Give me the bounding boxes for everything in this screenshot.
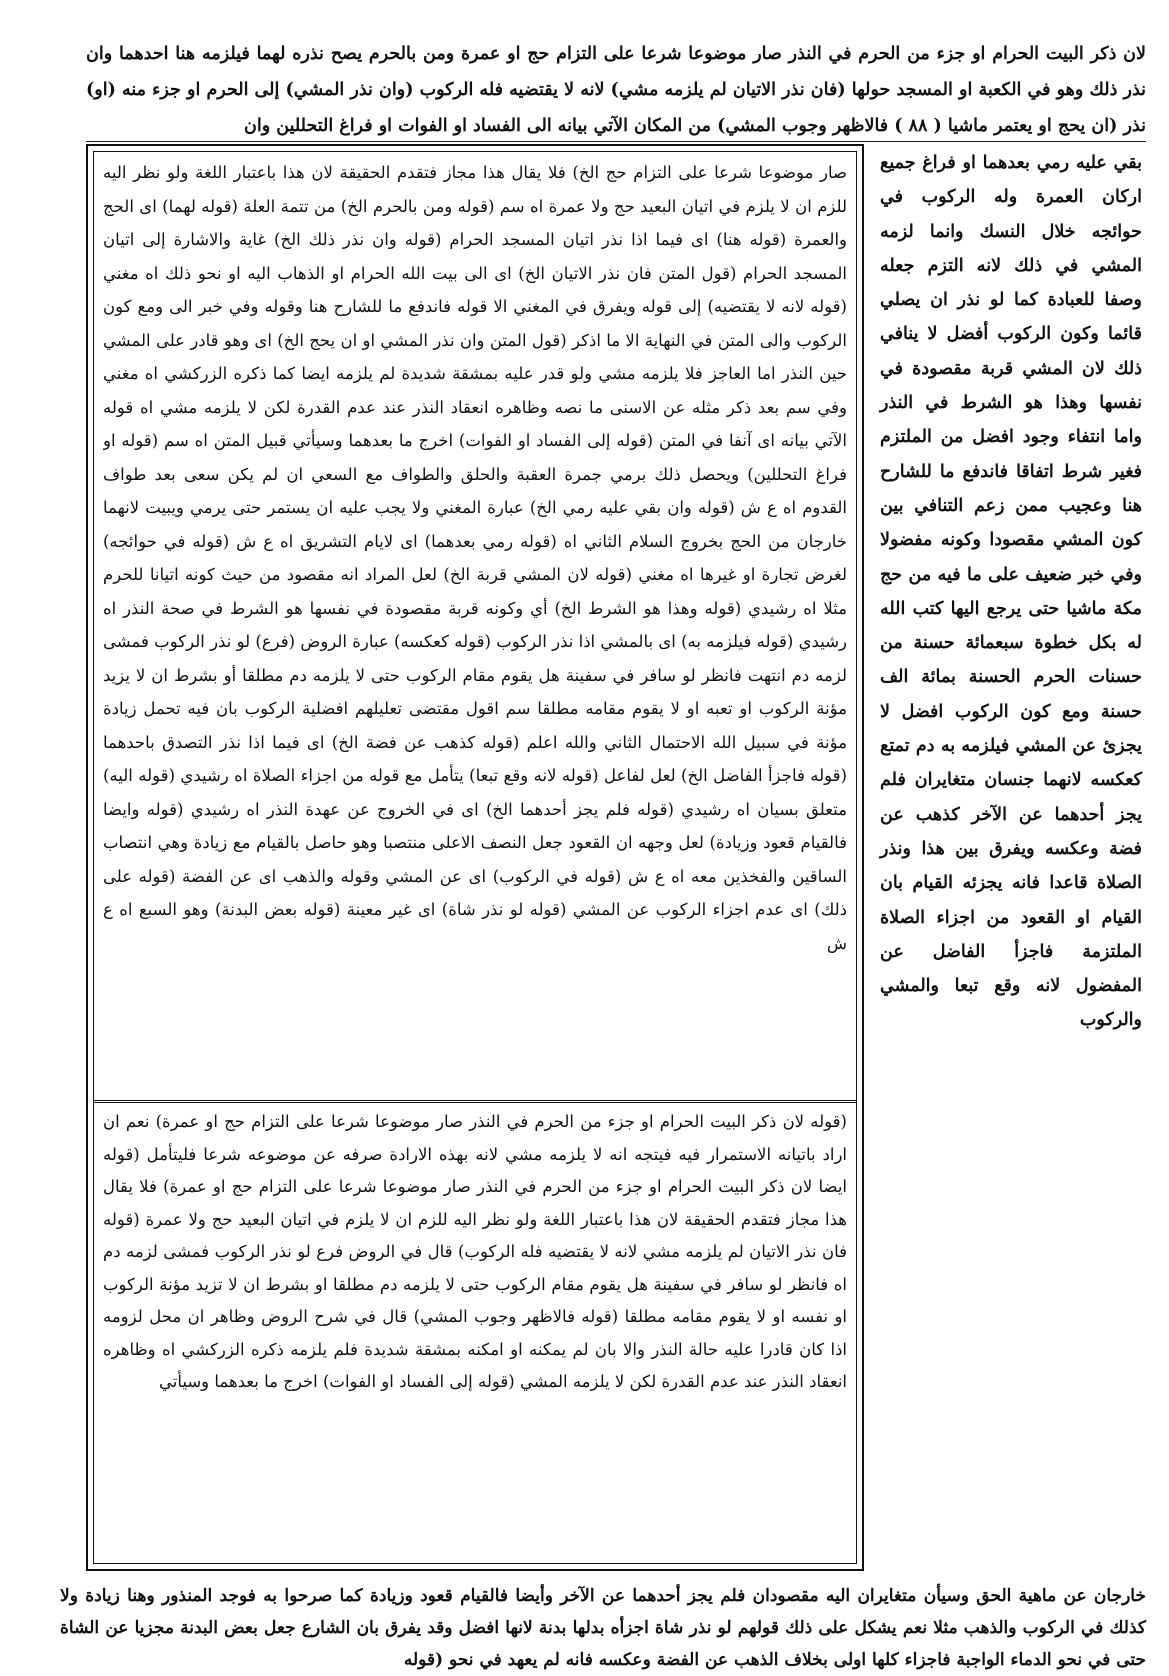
upper-commentary-block xyxy=(103,156,847,1094)
side-text-paragraph: بقي عليه رمي بعدهما او فراغ جميع اركان العمرة وله الركوب في حوائجه خلال النسك وانما لزمه المشي في ذلك لانه التزم جعله وصفا للعبادة كما لو نذر ان يصلي قائما وكون الركوب أفضل لا ينافي ذلك لان المشي قربة مقصودة في نفسها وهذا هو الشرط في النذر واما انتفاء وجود افضل من الملتزم فغير شرط اتفاقا فاندفع ما للشارح هنا وعجيب ممن زعم التنافي بين كون المشي مقصودا وكونه مفضولا وفي خبر ضعيف على ما فيه من حج مكة ماشيا حتى يرجع اليها كتب الله له بكل خطوة سبعمائة حسنة من حسنات الحرم الحسنة بمائة الف حسنة ومع كون الركوب افضل لا يجزئ عن المشي فيلزمه به دم تمتع كعكسه لانهما جنسان متغايران فلم يجز أحدهما عن الآخر كذهب عن فضة وعكسه ويفرق بين هذا ونذر الصلاة قاعدا فانه يجزئه القيام بان القيام او القعود من اجزاء الصلاة الملتزمة فاجزأ الفاضل عن المفضول لانه وقع تبعا والمشي والركوب xyxy=(880,153,1142,1031)
bottom-text-block xyxy=(60,1580,1146,1676)
upper-commentary-text: صار موضوعا شرعا على التزام حج الخ) فلا يقال هذا مجاز فتقدم الحقيقة لان هذا باعتبار اللغة ولو نظر اليه للزم ان لا يلزم في اتيان البعيد حج ولا عمرة اه سم (قوله ومن بالحرم الخ) من تتمة العلة (قوله لهما) اى الحج والعمرة (قوله هنا) اى فيما اذا نذر اتيان المسجد الحرام (قوله وان نذر ذلك الخ) غاية والاشارة إلى اتيان المسجد الحرام (قول المتن فان نذر الاتيان الخ) اى الى بيت الله الحرام او الذهاب اليه او نحو ذلك اه مغني (قوله لانه لا يقتضيه) إلى قوله ويفرق في المغني الا قوله فاندفع ما للشارح هنا وقوله وفي خبر الى ومع كون الركوب والى المتن في النهاية الا ما اذكر (قول المتن وان نذر المشي او ان يحج الخ) اى وهو قادر على المشي حين النذر اما العاجز فلا يلزمه مشي ولو قدر عليه بمشقة شديدة لم يلزمه ايضا كما ذكره الزركشي اه مغني وفي سم بعد ذكر مثله عن الاسنى ما نصه وظاهره انعقاد النذر عند عدم القدرة لكن لا يلزمه مشي اه قوله الآتي بيانه اى آنفا في المتن (قوله إلى الفساد او الفوات) اخرج ما بعدهما وسيأتي قبيل المتن اه سم (قوله او فراغ التحللين) ويحصل ذلك برمي جمرة العقبة والحلق والطواف مع السعي ان لم يكن سعى بعد طواف القدوم اه ع ش (قوله وان بقي عليه رمي الخ) عبارة المغني ولا يجب عليه ان يستمر حتى يرمي ويبيت لانهما خارجان من الحج بخروج السلام الثاني اه (قوله رمي بعدهما) اى لايام التشريق اه ع ش (قوله في حوائجه) لغرض تجارة او غيرها اه مغني (قوله لان المشي قربة الخ) لعل المراد انه مقصود من حيث كونه اتيانا للحرم مثلا اه رشيدي (قوله وهذا هو الشرط الخ) أي وكونه قربة مقصودة في نفسها هو الشرط في صحة النذر اه رشيدي (قوله فيلزمه به) اى بالمشي اذا نذر الركوب (قوله كعكسه) عبارة الروض (فرع) لو نذر الركوب فمشى لزمه دم انتهت فانظر لو سافر في سفينة هل يقوم مقام الركوب حتى لا يلزمه دم مطلقا أو بشرط ان لا يزيد مؤنة الركوب او تعبه او لا يقوم مقامه مطلقا سم اقول مقتضى تعليلهم افضلية الركوب بان فيه تحمل زيادة مؤنة في سبيل الله الاحتمال الثاني والله اعلم (قوله كذهب عن فضة الخ) اى فيما اذا نذر التصدق باحدهما (قوله فاجزأ الفاضل الخ) لعل لفاعل (قوله لانه وقع تبعا) يتأمل مع قوله من اجزاء الصلاة اه رشيدي (قوله اليه) متعلق بسيان اه رشيدي (قوله فلم يجز أحدهما الخ) اى في الخروج عن عهدة النذر اه رشيدي (قوله وايضا فالقيام قعود وزيادة) لعل وجهه ان القعود جعل النصف الاعلى منتصبا وهو حاصل بالقيام مع زيادة وهي انتصاب الساقين والفخذين معه اه ع ش (قوله في الركوب) اى عن المشي وقوله والذهب اى عن الفضة (قوله على ذلك) اى عدم اجزاء الركوب عن المشي (قوله لو نذر شاة) اى غير معينة (قوله بعض البدنة) وهو السبع اه ع ش xyxy=(103,163,847,953)
main-text-header-block xyxy=(86,36,1146,144)
bottom-text-paragraph: خارجان عن ماهية الحق وسيأن متغايران اليه مقصودان فلم يجز أحدهما عن الآخر وأيضا فالقيام قعود وزيادة كما صرحوا به فوجد المنذور وهنا زيادة ولا كذلك في الركوب والذهب مثلا نعم يشكل على ذلك قولهم لو نذر شاة اجزأه بدلها بدنة لانها افضل وقد يفرق بان الشارع جعل بعض البدنة مجزيا عن الشاة حتى في نحو الدماء الواجبة فاجزاء كلها اولى بخلاف الذهب عن الفضة وعكسه فانه لم يعهد في نحو (قوله xyxy=(60,1586,1146,1670)
main-text-paragraph: لان ذكر البيت الحرام او جزء من الحرم في النذر صار موضوعا شرعا على التزام حج او عمرة ومن بالحرم يصح نذره لهما فيلزمه هنا احدهما وان نذر ذلك وهو في الكعبة او المسجد حولها (فان نذر الاتيان لم يلزمه مشي) لانه لا يقتضيه فله الركوب (وان نذر المشي) إلى الحرم او جزء منه (او) نذر (ان يحج او يعتمر ماشيا ( ٨٨ ) فالاظهر وجوب المشي) من المكان الآتي بيانه الى الفساد او الفوات او فراغ التحللين وان xyxy=(86,44,1146,136)
commentary-divider-rule xyxy=(93,1100,857,1103)
lower-commentary-text: (قوله لان ذكر البيت الحرام او جزء من الحرم في النذر صار موضوعا شرعا على التزام حج او عمرة) نعم ان اراد باتيانه الاستمرار فيه فيتجه انه لا يلزمه مشي لانه بهذه الارادة صرفه عن موضوعه شرعا فليتأمل (قوله ايضا لان ذكر البيت الحرام او جزء من الحرم في النذر صار موضوعا شرعا على التزام حج او عمرة) فلا يقال هذا مجاز فتقدم الحقيقة لان هذا باعتبار اللغة ولو نظر اليه للزم ان لا يلزم في اتيان البعيد حج ولا عمرة (قوله فان نذر الاتيان لم يلزمه مشي لانه لا يقتضيه فله الركوب) قال في الروض فرع لو نذر الركوب فمشى لزمه دم اه فانظر لو سافر في سفينة هل يقوم مقام الركوب حتى لا يلزمه دم مطلقا او بشرط ان لا تزيد مؤنة الركوب او نفسه او لا يقوم مقامه مطلقا (قوله فالاظهر وجوب المشي) قال في شرح الروض وظاهر ان محل لزومه اذا كان قادرا عليه حالة النذر والا بان لم يمكنه او امكنه بمشقة شديدة فلم يلزمه ذكره الزركشي اه وظاهره انعقاد النذر عند عدم القدرة لكن لا يلزمه المشي (قوله إلى الفساد او الفوات) اخرج ما بعدهما وسيأتي xyxy=(103,1112,847,1391)
top-divider-rule xyxy=(86,141,1146,142)
main-text-side-column xyxy=(880,146,1142,1038)
lower-commentary-block xyxy=(103,1106,847,1562)
